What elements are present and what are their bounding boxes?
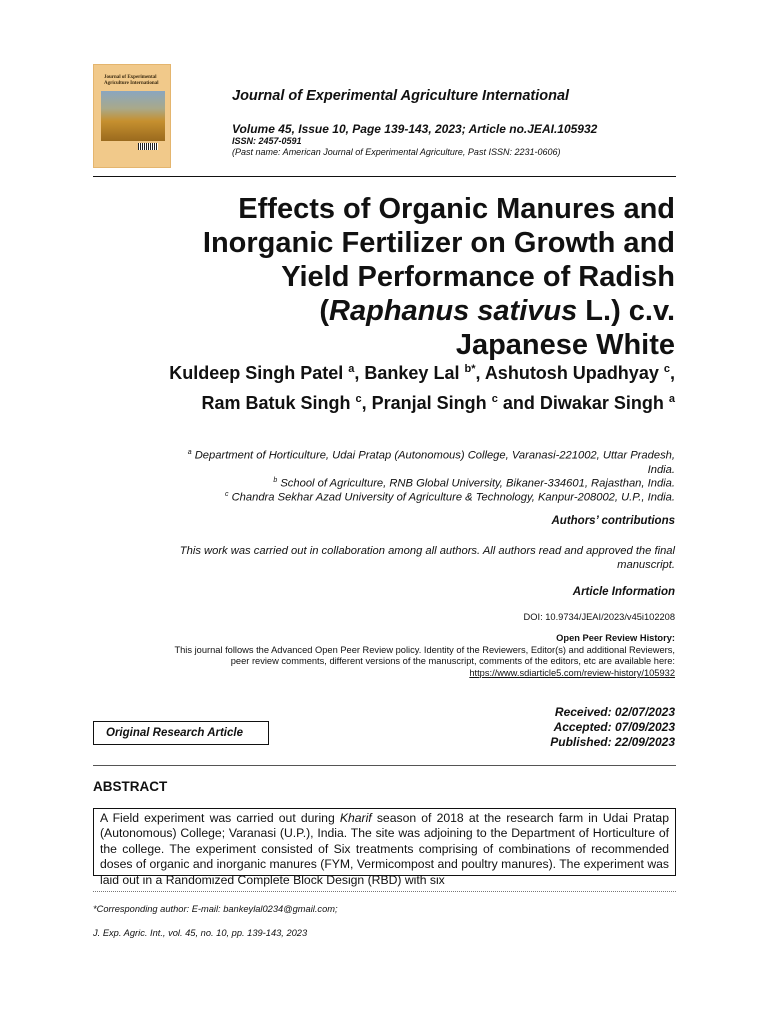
cover-title: Journal of Experimental Agriculture International <box>104 75 159 86</box>
paper-title <box>115 192 675 362</box>
section-rule <box>93 765 676 766</box>
barcode <box>138 143 158 150</box>
author-affil: b* <box>464 363 476 375</box>
issn: ISSN: 2457-0591 <box>232 136 302 146</box>
article-dates <box>550 705 675 750</box>
published-date: Published: 22/09/2023 <box>550 735 675 749</box>
title-line-5: Japanese White <box>455 329 675 361</box>
affiliation-b: $^b$ School of Agriculture, RNB Global University, Bikaner-334601, Rajasthan, India. <box>273 477 675 490</box>
contributions-text: This work was carried out in collaboration among all authors. All authors read and approved the final manuscript. <box>179 545 675 571</box>
author-affil: a <box>668 393 675 405</box>
author-name: Ram Batuk Singh <box>201 393 351 413</box>
peer-review-link[interactable]: https://www.sdiarticle5.com/review-history/105932 <box>469 668 675 678</box>
journal-name: Journal of Experimental Agriculture International <box>232 88 570 104</box>
affiliation-a: $^a$ Department of Horticulture, Udai Pratap (Autonomous) College, Varanasi-221002, Uttar Pradesh, India. <box>187 449 675 476</box>
wheat-photo <box>101 91 165 141</box>
author-affil: c <box>663 363 670 375</box>
footnote-rule <box>93 891 676 892</box>
title-line-3: Yield Performance of Radish <box>281 261 675 293</box>
doi-link[interactable]: 10.9734/JEAI/2023/v45i102208 <box>545 612 675 622</box>
title-line-2: Inorganic Fertilizer on Growth and <box>202 227 675 259</box>
volume-line: Volume 45, Issue 10, Page 139-143, 2023; Article no.JEAI.105932 <box>232 122 598 136</box>
species-name: Raphanus sativus <box>329 295 578 327</box>
contributions-heading: Authors’ contributions <box>551 515 675 527</box>
journal-cover-image <box>93 64 171 168</box>
header-rule <box>93 176 676 177</box>
past-name: (Past name: American Journal of Experimental Agriculture, Past ISSN: 2231-0606) <box>232 147 561 157</box>
accepted-date: Accepted: 07/09/2023 <box>553 720 675 734</box>
title-line-4: (Raphanus sativus L.) c.v. <box>319 295 675 327</box>
title-line-1: Effects of Organic Manures and <box>238 193 675 225</box>
author-affil: c <box>355 393 362 405</box>
peer-review-text: This journal follows the Advanced Open Peer Review policy. Identity of the Reviewers, Editor(s) and additional Reviewers, peer review comments, different versions of the manuscript, comments of the editors, etc are available here: <box>174 645 675 666</box>
author-name: Ashutosh Upadhyay <box>484 363 659 383</box>
article-type-badge: Original Research Article <box>93 721 269 745</box>
abstract-box: A Field experiment was carried out during Kharif season of 2018 at the research farm in Udai Pratap (Autonomous) College; Varanasi (U.P.), India. The site was adjoining to the Department of Horticulture of the college. The experiment consisted of Six treatments comprising of combinations of recommended doses of organic and inorganic manures (FYM, Vermicompost and poultry manures). The experiment was laid out in a Randomized Complete Block Design (RBD) with six <box>93 808 676 876</box>
article-info-heading: Article Information <box>572 586 675 598</box>
corresponding-author: *Corresponding author: E-mail: bankeylal0234@gmail.com; <box>93 904 338 914</box>
peer-review-heading: Open Peer Review History: <box>556 633 675 643</box>
author-list: Kuldeep Singh Patel $^a$, Bankey Lal $^{b*}$, Ashutosh Upadhyay $^c$, Ram Batuk Singh $^c$, Pranjal Singh $^c$ and Diwakar Singh $^a$ <box>169 363 675 413</box>
citation: J. Exp. Agric. Int., vol. 45, no. 10, pp. 139-143, 2023 <box>93 928 308 938</box>
affiliation-c: $^c$ Chandra Sekhar Azad University of Agriculture & Technology, Kanpur-208002, U.P., India. <box>224 491 675 504</box>
author-name: Diwakar Singh <box>539 393 664 413</box>
author-name: Pranjal Singh <box>371 393 487 413</box>
author-affil: c <box>491 393 498 405</box>
doi: DOI: 10.9734/JEAI/2023/v45i102208 <box>523 612 675 622</box>
abstract-heading: ABSTRACT <box>93 779 168 794</box>
received-date: Received: 02/07/2023 <box>554 705 675 719</box>
author-name: Kuldeep Singh Patel <box>169 363 344 383</box>
author-name: Bankey Lal <box>364 363 460 383</box>
author-affil: a <box>348 363 355 375</box>
